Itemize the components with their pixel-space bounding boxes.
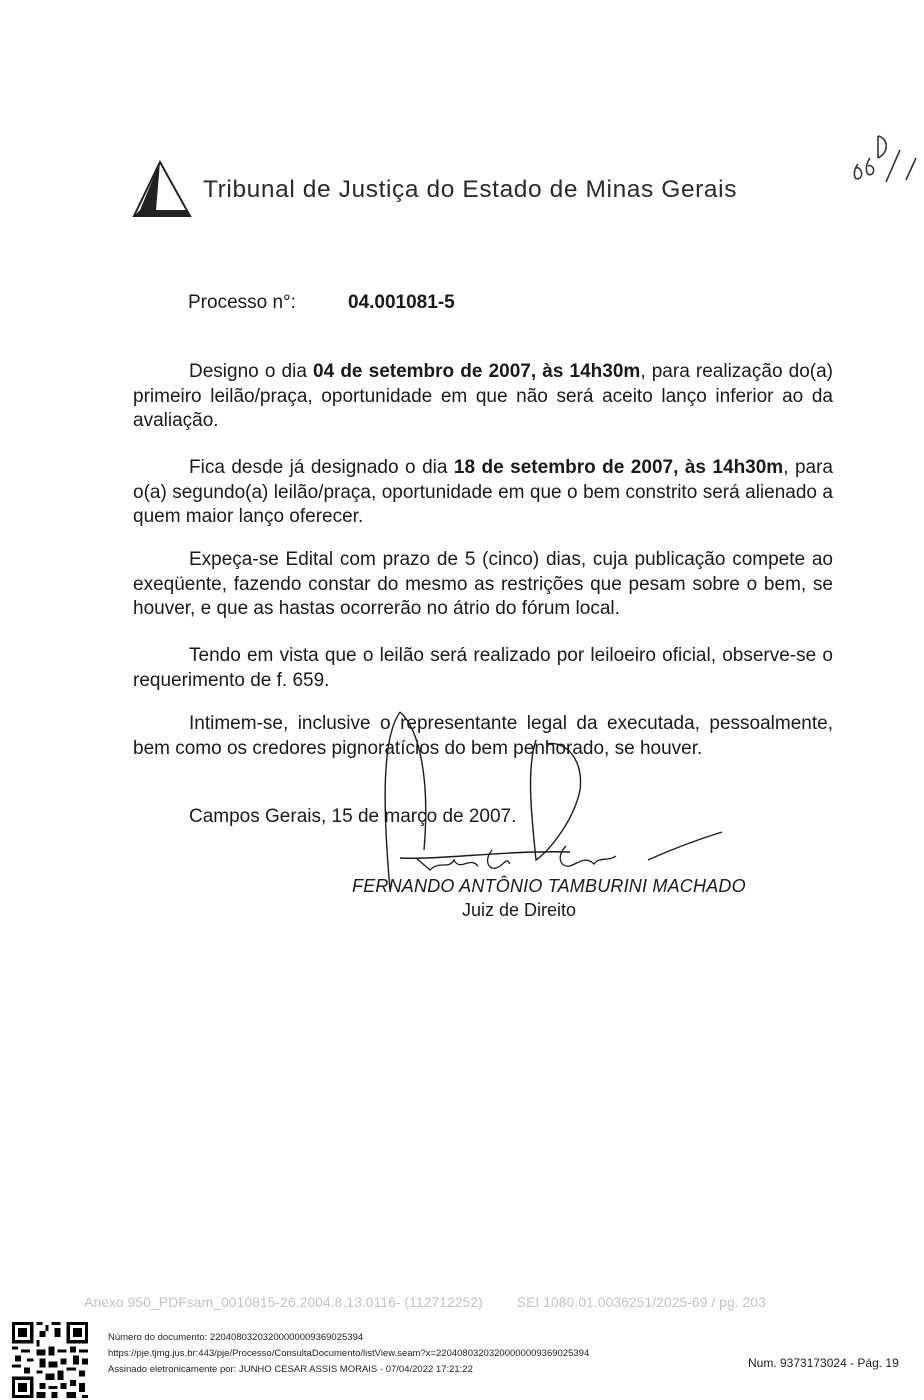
watermark — [84, 1294, 766, 1310]
signatory-name: FERNANDO ANTÔNIO TAMBURINI MACHADO — [352, 876, 746, 896]
handwritten-page-mark — [848, 128, 918, 188]
paragraph-second-auction — [133, 456, 833, 530]
process-label: Processo n°: — [188, 292, 296, 313]
court-logo-icon — [132, 160, 194, 220]
footer-signed-by: Assinado eletronicamente por: JUNHO CESAR ASSIS MORAIS - 07/04/2022 17:21:22 — [108, 1364, 473, 1375]
process-number-line — [188, 292, 455, 314]
p1-rest: , para realização do(a) primeiro leilão/praça, oportunidade em que não será aceito lanço inferior ao da avaliação. — [133, 361, 834, 431]
paragraph-first-auction — [133, 360, 833, 434]
dateline: Campos Gerais, 15 de março de 2007. — [189, 806, 517, 827]
paragraph-edital: Expeça-se Edital com prazo de 5 (cinco) dias, cuja publicação compete ao exeqüente, fazendo constar do mesmo as restrições que pesam sobre o bem, se houver, e que as hastas ocorrerão no átrio do fórum local. — [133, 549, 833, 619]
p1-intro: Designo o dia — [189, 361, 314, 382]
p2-rest: , para o(a) segundo(a) leilão/praça, oportunidade em que o bem constrito será alienado a quem maior lanço oferecer. — [133, 457, 833, 527]
paragraph-auctioneer: Tendo em vista que o leilão será realizado por leiloeiro oficial, observe-se o requerimento de f. 659. — [133, 645, 833, 691]
watermark-annex: Anexo 950_PDFsam_0010815-26.2004.8.13.0116- (112712252) — [84, 1294, 483, 1310]
p2-date: 18 de setembro de 2007, às 14h30m — [453, 457, 784, 478]
p2-intro: Fica desde já designado o dia — [189, 457, 454, 478]
signatory-title: Juiz de Direito — [462, 900, 577, 920]
court-name: Tribunal de Justiça do Estado de Minas Gerais — [203, 176, 738, 203]
watermark-sei: SEI 1080.01.0036251/2025-69 / pg. 203 — [516, 1294, 766, 1310]
paragraph-notification: Intimem-se, inclusive o representante legal da executada, pessoalmente, bem como os credores pignoratícios do bem penhorado, se houver. — [133, 713, 833, 759]
p1-date: 04 de setembro de 2007, às 14h30m — [313, 361, 641, 382]
footer-document-number: Número do documento: 22040803203200000009369025394 — [108, 1332, 364, 1343]
footer-url[interactable]: https://pje.tjmg.jus.br:443/pje/Processo/ConsultaDocumento/listView.seam?x=22040803203200000009369025394 — [108, 1348, 590, 1359]
process-number: 04.001081-5 — [348, 292, 455, 313]
qr-code-icon[interactable] — [12, 1322, 88, 1398]
footer-page-number: Num. 9373173024 - Pág. 19 — [748, 1356, 899, 1370]
